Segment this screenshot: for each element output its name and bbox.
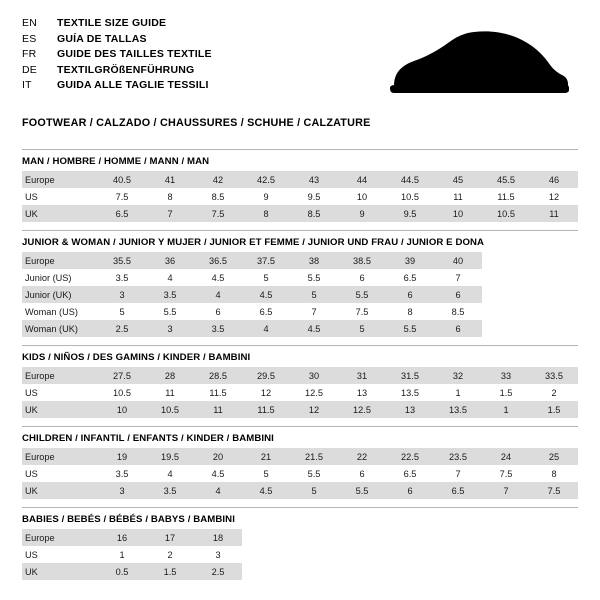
group-title: JUNIOR & WOMAN / JUNIOR Y MUJER / JUNIOR ET FEMME / JUNIOR UND FRAU / JUNIOR E DONA xyxy=(22,237,485,248)
row-label: Europe xyxy=(22,448,98,465)
row-label: Europe xyxy=(22,252,98,269)
cell: 13.5 xyxy=(434,401,482,418)
cell: 9.5 xyxy=(290,188,338,205)
cell: 10.5 xyxy=(146,401,194,418)
size-group-babies xyxy=(22,507,578,580)
language-code: IT xyxy=(22,79,32,91)
cell: 25 xyxy=(530,448,578,465)
cell: 3 xyxy=(98,482,146,499)
cell: 1 xyxy=(482,401,530,418)
cell: 46 xyxy=(530,171,578,188)
cell: 1.5 xyxy=(482,384,530,401)
cell: 5 xyxy=(338,320,386,337)
row-label: Europe xyxy=(22,171,98,188)
size-table-junior-woman xyxy=(22,252,482,337)
table-row xyxy=(22,401,578,418)
language-row xyxy=(22,32,212,48)
cell: 4 xyxy=(146,269,194,286)
cell: 12 xyxy=(290,401,338,418)
cell: 12 xyxy=(530,188,578,205)
cell: 17 xyxy=(146,529,194,546)
cell: 5 xyxy=(290,482,338,499)
cell: 5 xyxy=(98,303,146,320)
cell: 5 xyxy=(290,286,338,303)
table-row xyxy=(22,252,482,269)
cell: 6 xyxy=(386,482,434,499)
cell: 7.5 xyxy=(194,205,242,222)
cell: 2 xyxy=(146,546,194,563)
cell: 7.5 xyxy=(482,465,530,482)
cell: 42.5 xyxy=(242,171,290,188)
cell: 10 xyxy=(338,188,386,205)
cell: 5 xyxy=(242,269,290,286)
cell: 8.5 xyxy=(290,205,338,222)
size-group-man xyxy=(22,149,578,222)
table-row xyxy=(22,269,482,286)
cell: 10.5 xyxy=(482,205,530,222)
cell: 21 xyxy=(242,448,290,465)
cell: 44.5 xyxy=(386,171,434,188)
language-row xyxy=(22,47,212,63)
cell: 8 xyxy=(530,465,578,482)
size-group-kids xyxy=(22,345,578,418)
cell: 41 xyxy=(146,171,194,188)
language-title: TEXTILE SIZE GUIDE xyxy=(57,17,167,29)
dress-shoe-icon xyxy=(380,30,570,100)
cell: 8 xyxy=(386,303,434,320)
group-title: MAN / HOMBRE / HOMME / MANN / MAN xyxy=(22,156,210,167)
row-label: Europe xyxy=(22,529,98,546)
cell: 0.5 xyxy=(98,563,146,580)
cell: 45.5 xyxy=(482,171,530,188)
group-divider xyxy=(22,149,578,150)
row-label: UK xyxy=(22,482,98,499)
cell: 7.5 xyxy=(98,188,146,205)
row-label: Junior (US) xyxy=(22,269,98,286)
cell: 9.5 xyxy=(386,205,434,222)
cell: 5 xyxy=(242,465,290,482)
cell: 18 xyxy=(194,529,242,546)
cell: 7 xyxy=(482,482,530,499)
language-code: EN xyxy=(22,17,37,29)
table-row xyxy=(22,205,578,222)
cell: 10.5 xyxy=(386,188,434,205)
cell: 12.5 xyxy=(338,401,386,418)
cell: 21.5 xyxy=(290,448,338,465)
language-code: FR xyxy=(22,48,37,60)
size-table-man xyxy=(22,171,578,222)
cell: 44 xyxy=(338,171,386,188)
cell: 5.5 xyxy=(386,320,434,337)
row-label: US xyxy=(22,384,98,401)
cell: 11 xyxy=(434,188,482,205)
cell: 28.5 xyxy=(194,367,242,384)
cell: 6 xyxy=(338,465,386,482)
cell: 20 xyxy=(194,448,242,465)
cell: 7.5 xyxy=(530,482,578,499)
cell: 40 xyxy=(434,252,482,269)
cell: 4.5 xyxy=(242,286,290,303)
cell: 4 xyxy=(242,320,290,337)
cell: 6 xyxy=(434,286,482,303)
cell: 23.5 xyxy=(434,448,482,465)
cell: 11 xyxy=(194,401,242,418)
cell: 9 xyxy=(242,188,290,205)
cell: 35.5 xyxy=(98,252,146,269)
cell: 4.5 xyxy=(290,320,338,337)
cell: 6 xyxy=(434,320,482,337)
cell: 3.5 xyxy=(98,465,146,482)
cell: 3.5 xyxy=(146,286,194,303)
size-group-junior-woman xyxy=(22,230,578,337)
cell: 3.5 xyxy=(98,269,146,286)
cell: 3 xyxy=(194,546,242,563)
cell: 4.5 xyxy=(242,482,290,499)
cell: 28 xyxy=(146,367,194,384)
group-title: CHILDREN / INFANTIL / ENFANTS / KINDER / BAMBINI xyxy=(22,433,274,444)
language-row xyxy=(22,78,212,94)
group-title: KIDS / NIÑOS / DES GAMINS / KINDER / BAMBINI xyxy=(22,352,251,363)
cell: 8 xyxy=(146,188,194,205)
cell: 10.5 xyxy=(98,384,146,401)
size-table-babies xyxy=(22,529,242,580)
table-row xyxy=(22,563,242,580)
cell: 5.5 xyxy=(338,482,386,499)
language-code: DE xyxy=(22,63,37,76)
group-title: BABIES / BEBÉS / BÉBÉS / BABYS / BAMBINI xyxy=(22,514,235,525)
cell: 30 xyxy=(290,367,338,384)
row-label: US xyxy=(22,188,98,205)
cell: 5.5 xyxy=(290,269,338,286)
cell: 4 xyxy=(194,286,242,303)
language-title: GUÍA DE TALLAS xyxy=(57,32,147,45)
group-divider xyxy=(22,230,578,231)
language-title: GUIDA ALLE TAGLIE TESSILI xyxy=(57,79,209,91)
cell: 11.5 xyxy=(482,188,530,205)
cell: 3.5 xyxy=(146,482,194,499)
cell: 1 xyxy=(98,546,146,563)
cell: 29.5 xyxy=(242,367,290,384)
cell: 36.5 xyxy=(194,252,242,269)
cell: 2 xyxy=(530,384,578,401)
cell: 5.5 xyxy=(146,303,194,320)
cell: 6.5 xyxy=(434,482,482,499)
cell: 5.5 xyxy=(290,465,338,482)
cell: 40.5 xyxy=(98,171,146,188)
cell: 22 xyxy=(338,448,386,465)
row-label: US xyxy=(22,465,98,482)
cell: 10 xyxy=(98,401,146,418)
table-row xyxy=(22,320,482,337)
cell: 4.5 xyxy=(194,269,242,286)
row-label: US xyxy=(22,546,98,563)
group-divider xyxy=(22,426,578,427)
row-label: Woman (UK) xyxy=(22,320,98,337)
table-row xyxy=(22,171,578,188)
cell: 6.5 xyxy=(386,465,434,482)
cell: 8 xyxy=(242,205,290,222)
cell: 43 xyxy=(290,171,338,188)
cell: 4.5 xyxy=(194,465,242,482)
cell: 13 xyxy=(338,384,386,401)
cell: 8.5 xyxy=(194,188,242,205)
row-label: Europe xyxy=(22,367,98,384)
footwear-section-title: FOOTWEAR / CALZADO / CHAUSSURES / SCHUHE / CALZATURE xyxy=(22,117,371,129)
table-row xyxy=(22,286,482,303)
cell: 33.5 xyxy=(530,367,578,384)
language-title-list xyxy=(22,16,212,94)
cell: 37.5 xyxy=(242,252,290,269)
page-header xyxy=(22,16,578,100)
cell: 6.5 xyxy=(242,303,290,320)
language-title: TEXTILGRÖßENFÜHRUNG xyxy=(57,63,195,76)
cell: 4 xyxy=(194,482,242,499)
size-table-children xyxy=(22,448,578,499)
cell: 38.5 xyxy=(338,252,386,269)
size-table-kids xyxy=(22,367,578,418)
cell: 10 xyxy=(434,205,482,222)
cell: 6 xyxy=(386,286,434,303)
cell: 6 xyxy=(338,269,386,286)
cell: 31.5 xyxy=(386,367,434,384)
table-row xyxy=(22,303,482,320)
cell: 7 xyxy=(146,205,194,222)
cell: 19 xyxy=(98,448,146,465)
cell: 2.5 xyxy=(194,563,242,580)
cell: 7 xyxy=(434,465,482,482)
cell: 4 xyxy=(146,465,194,482)
cell: 19.5 xyxy=(146,448,194,465)
language-row xyxy=(22,63,212,79)
table-row xyxy=(22,546,242,563)
cell: 11 xyxy=(530,205,578,222)
cell: 42 xyxy=(194,171,242,188)
cell: 27.5 xyxy=(98,367,146,384)
cell: 24 xyxy=(482,448,530,465)
cell: 8.5 xyxy=(434,303,482,320)
cell: 7 xyxy=(434,269,482,286)
row-label: UK xyxy=(22,401,98,418)
cell: 5.5 xyxy=(338,286,386,303)
table-row xyxy=(22,188,578,205)
group-divider xyxy=(22,345,578,346)
language-code: ES xyxy=(22,32,37,45)
table-row xyxy=(22,384,578,401)
row-label: Junior (UK) xyxy=(22,286,98,303)
cell: 38 xyxy=(290,252,338,269)
cell: 22.5 xyxy=(386,448,434,465)
cell: 45 xyxy=(434,171,482,188)
cell: 11.5 xyxy=(242,401,290,418)
row-label: Woman (US) xyxy=(22,303,98,320)
cell: 2.5 xyxy=(98,320,146,337)
cell: 12 xyxy=(242,384,290,401)
row-label: UK xyxy=(22,205,98,222)
cell: 3.5 xyxy=(194,320,242,337)
cell: 1 xyxy=(434,384,482,401)
table-row xyxy=(22,367,578,384)
group-divider xyxy=(22,507,578,508)
cell: 6 xyxy=(194,303,242,320)
table-row xyxy=(22,482,578,499)
cell: 32 xyxy=(434,367,482,384)
language-title: GUIDE DES TAILLES TEXTILE xyxy=(57,48,212,60)
row-label: UK xyxy=(22,563,98,580)
size-group-children xyxy=(22,426,578,499)
table-row xyxy=(22,448,578,465)
cell: 31 xyxy=(338,367,386,384)
cell: 9 xyxy=(338,205,386,222)
cell: 6.5 xyxy=(386,269,434,286)
cell: 33 xyxy=(482,367,530,384)
cell: 1.5 xyxy=(530,401,578,418)
cell: 16 xyxy=(98,529,146,546)
language-row xyxy=(22,16,212,32)
cell: 7 xyxy=(290,303,338,320)
table-row xyxy=(22,529,242,546)
cell: 3 xyxy=(98,286,146,303)
cell: 11.5 xyxy=(194,384,242,401)
cell: 39 xyxy=(386,252,434,269)
cell: 6.5 xyxy=(98,205,146,222)
cell: 7.5 xyxy=(338,303,386,320)
cell: 13.5 xyxy=(386,384,434,401)
cell: 36 xyxy=(146,252,194,269)
table-row xyxy=(22,465,578,482)
cell: 1.5 xyxy=(146,563,194,580)
cell: 13 xyxy=(386,401,434,418)
cell: 12.5 xyxy=(290,384,338,401)
cell: 11 xyxy=(146,384,194,401)
cell: 3 xyxy=(146,320,194,337)
